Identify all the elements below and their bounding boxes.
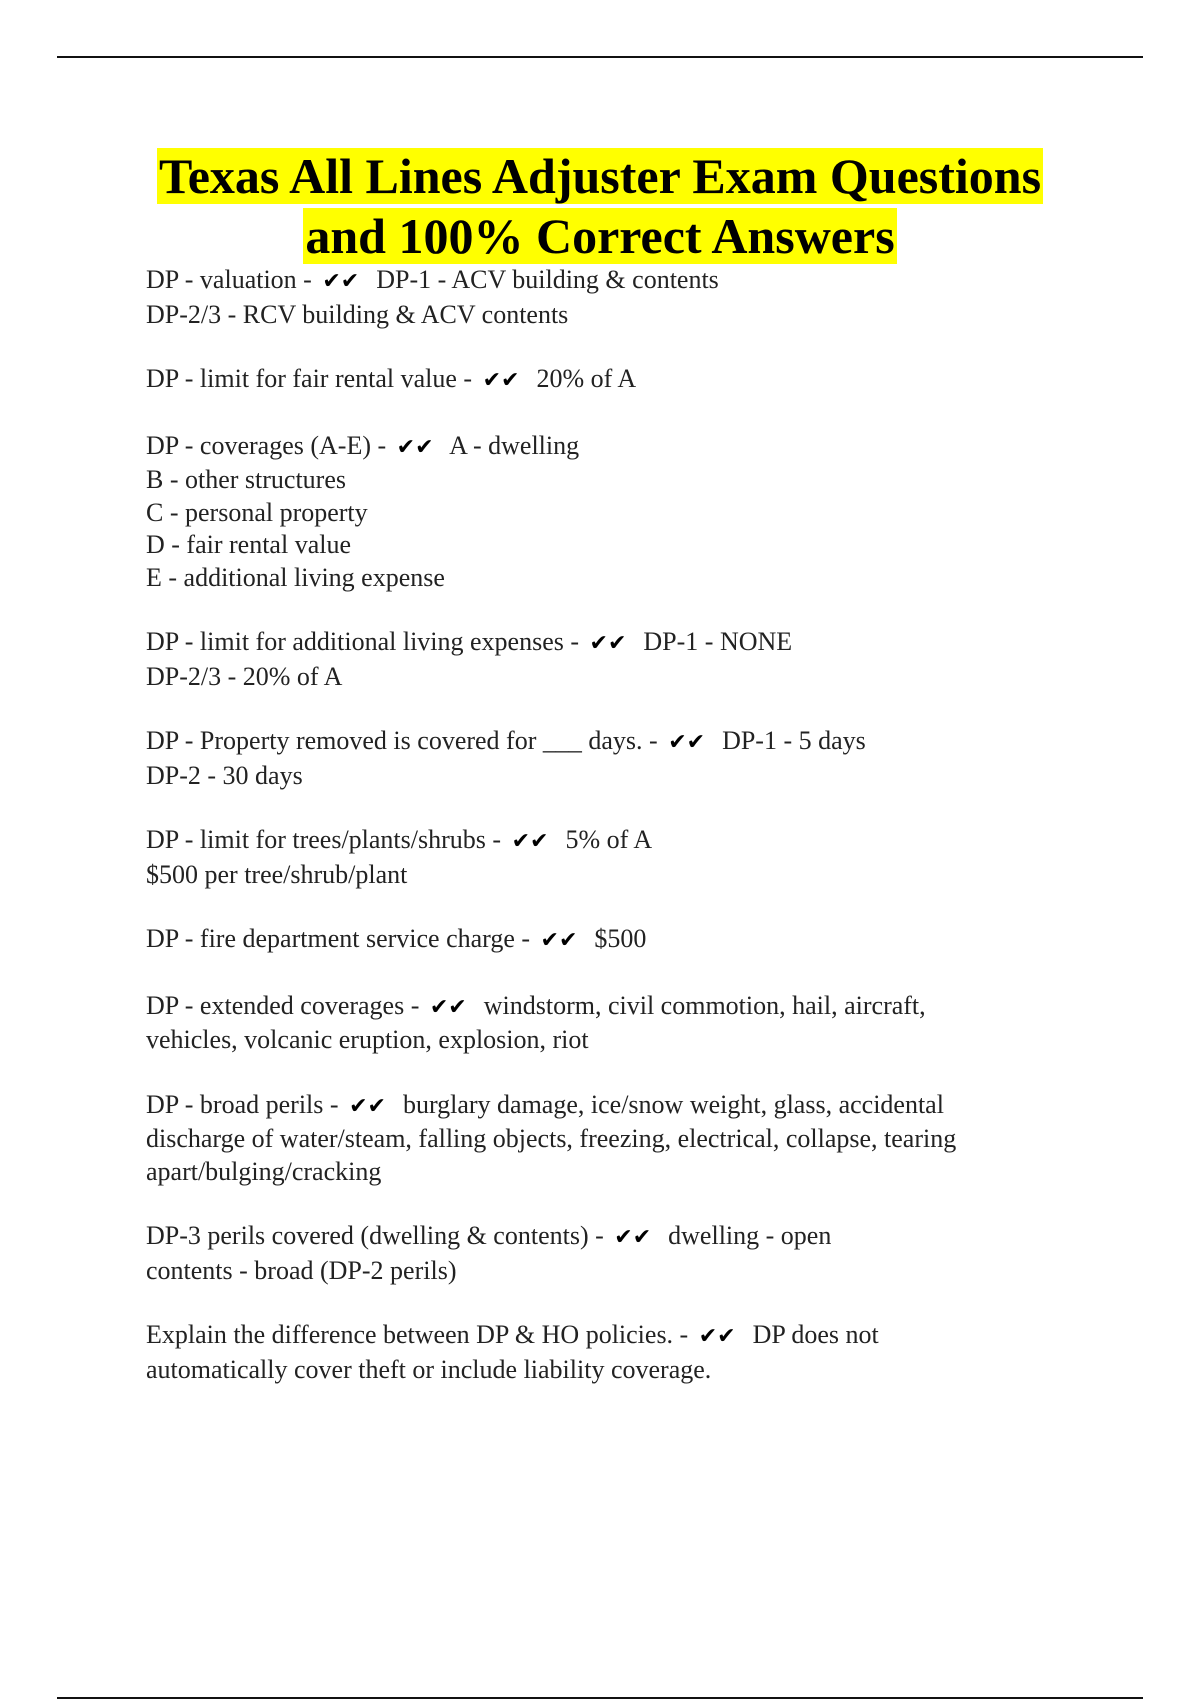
answer-text: DP does not [752,1320,879,1349]
double-check-icon: ✔✔ [668,730,706,755]
question-text: Explain the difference between DP & HO policies. - [146,1320,689,1349]
answer-text: A - dwelling [449,430,580,460]
qa-first-line [146,1319,1076,1354]
answer-text: $500 [594,924,647,953]
double-check-icon: ✔✔ [614,1225,652,1250]
qa-item [146,1319,1076,1386]
answer-text: DP-1 - ACV building & contents [376,265,719,294]
answer-text: burglary damage, ice/snow weight, glass, accidental [402,1089,944,1119]
answer-text: DP-2 - 30 days [146,760,303,790]
answer-text: DP-2/3 - 20% of A [146,661,343,691]
answer-text: vehicles, volcanic eruption, explosion, riot [146,1025,589,1054]
double-check-icon: ✔✔ [540,928,578,953]
double-check-icon: ✔✔ [349,1093,386,1119]
bottom-rule [57,1697,1143,1699]
answer-text: 5% of A [565,825,653,854]
answer-text: 20% of A [536,364,637,393]
answer-text: discharge of water/steam, falling objects, freezing, electrical, collapse, tearing [146,1124,957,1153]
question-text: DP - Property removed is covered for ___ days. - [146,726,658,755]
qa-first-line [146,990,1076,1025]
qa-first-line [146,626,1076,661]
answer-text: E - additional living expense [146,562,445,592]
question-text: DP - fire department service charge - [146,924,531,953]
qa-item [146,264,1076,331]
answer-text: C - personal property [146,497,368,527]
question-text: DP - valuation - [146,265,312,294]
answer-text: $500 per tree/shrub/plant [146,859,408,889]
question-text: DP - coverages (A-E) - [146,430,387,460]
double-check-icon: ✔✔ [322,269,360,294]
qa-first-line [146,824,1076,859]
double-check-icon: ✔✔ [396,434,434,460]
double-check-icon: ✔✔ [482,368,520,393]
question-text: DP - limit for trees/plants/shrubs - [146,825,502,854]
answer-text: DP-1 - NONE [643,627,793,656]
answer-text: dwelling - open [668,1221,832,1250]
answer-text: D - fair rental value [146,530,352,559]
qa-item [146,923,1076,958]
qa-first-line [146,430,1076,465]
question-text: DP-3 perils covered (dwelling & contents) - [146,1221,604,1250]
qa-first-line [146,264,1076,299]
qa-item [146,1220,1076,1287]
qa-first-line [146,725,1076,760]
answer-text: automatically cover theft or include liability coverage. [146,1354,712,1384]
document-title [0,146,1200,266]
question-text: DP - limit for additional living expenses - [146,627,580,656]
question-text: DP - limit for fair rental value - [146,364,473,393]
answer-text: contents - broad (DP-2 perils) [146,1255,457,1285]
qa-item [146,824,1076,891]
qa-item [146,1089,1076,1189]
qa-item [146,990,1076,1057]
double-check-icon: ✔✔ [589,631,627,656]
qa-first-line [146,923,1076,958]
qa-first-line [146,1089,1076,1124]
qa-first-line [146,1220,1076,1255]
qa-item [146,363,1076,398]
top-rule [57,56,1143,58]
qa-item [146,430,1076,595]
qa-item [146,626,1076,693]
double-check-icon: ✔✔ [429,994,467,1020]
title-line-2: and 100% Correct Answers [305,208,895,264]
answer-text: B - other structures [146,465,347,494]
question-text: DP - extended coverages - [146,990,420,1020]
qa-first-line [146,363,1076,398]
double-check-icon: ✔✔ [698,1324,736,1349]
answer-text: DP-2/3 - RCV building & ACV contents [146,299,569,329]
answer-text: DP-1 - 5 days [722,726,866,755]
qa-list [146,264,1076,1418]
question-text: DP - broad perils - [146,1089,339,1119]
double-check-icon: ✔✔ [511,829,549,854]
answer-text: windstorm, civil commotion, hail, aircraft, [483,990,926,1020]
answer-text: apart/bulging/cracking [146,1156,382,1186]
qa-item [146,725,1076,792]
title-line-1: Texas All Lines Adjuster Exam Questions [158,148,1042,204]
